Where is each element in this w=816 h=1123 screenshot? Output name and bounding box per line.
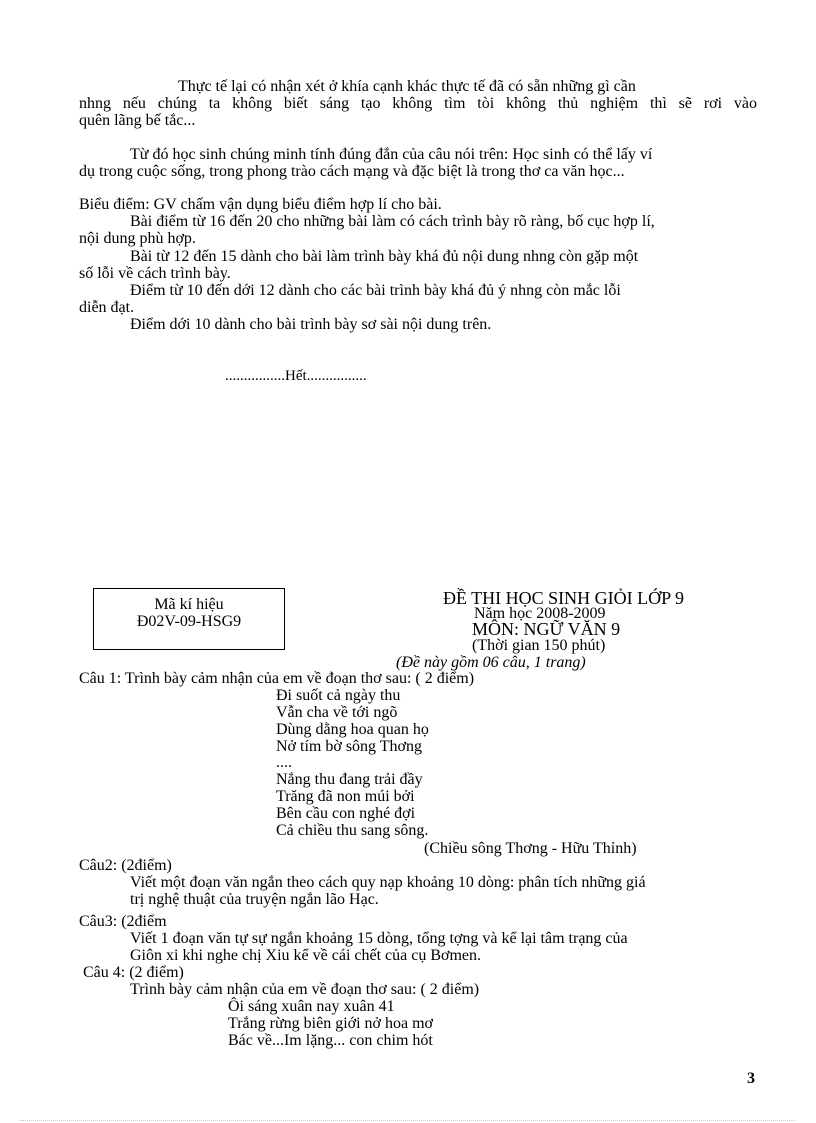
q2-line-1: Viết một đoạn văn ngắn theo cách quy nạp khoảng 10 dòng: phân tích những giá bbox=[130, 874, 646, 891]
q1-prompt: Câu 1: Trình bày cảm nhận của em về đoạn thơ sau: ( 2 điểm) bbox=[79, 670, 475, 687]
exam-title: ĐỀ THI HỌC SINH GIỎI LỚP 9 bbox=[443, 588, 684, 608]
grading-2-line-2: số lỗi về cách trình bày. bbox=[79, 265, 231, 282]
exam-subject: MÔN: NGỮ VĂN 9 bbox=[472, 619, 621, 639]
grading-3-line-1: Điểm từ 10 đến dới 12 dành cho các bài trình bày khá đủ ý nhng còn mắc lỗi bbox=[130, 282, 621, 299]
q3-heading: Câu3: (2điểm bbox=[79, 913, 167, 930]
q4-prompt: Trình bày cảm nhận của em về đoạn thơ sau: ( 2 điểm) bbox=[130, 981, 480, 998]
exam-time: (Thời gian 150 phút) bbox=[472, 637, 606, 654]
q2-heading: Câu2: (2điểm) bbox=[79, 857, 172, 874]
grading-4-line-1: Điểm dới 10 dành cho bài trình bày sơ sài nội dung trên. bbox=[130, 316, 492, 333]
q1-poem-line: Trăng đã non múi bởi bbox=[276, 788, 415, 805]
q4-poem-line: Trắng rừng biên giới nở hoa mơ bbox=[228, 1015, 434, 1032]
page-bottom-border bbox=[20, 1120, 796, 1121]
p1-line-2: nhng nếu chúng ta không biết sáng tạo không tìm tòi không thủ nghiệm thì sẽ rơi vào bbox=[79, 95, 757, 112]
p1-line-3: quên lãng bế tắc... bbox=[79, 112, 196, 129]
q1-poem-line: Bên cầu con nghé đợi bbox=[276, 805, 416, 822]
q2-line-2: trị nghệ thuật của truyện ngắn lão Hạc. bbox=[130, 891, 379, 908]
q1-poem-line: Nắng thu đang trải đầy bbox=[276, 771, 423, 788]
exam-year: Năm học 2008-2009 bbox=[474, 605, 606, 622]
grading-2-line-1: Bài từ 12 đến 15 dành cho bài làm trình bày khá đủ nội dung nhng còn gặp một bbox=[130, 248, 639, 265]
q4-heading: Câu 4: (2 điểm) bbox=[83, 964, 184, 981]
end-marker: ................Hết................ bbox=[225, 368, 367, 384]
exam-note: (Đề này gồm 06 câu, 1 trang) bbox=[396, 654, 586, 671]
q1-poem-line: Nở tím bờ sông Thơng bbox=[276, 738, 422, 755]
q1-poem-line: Cả chiều thu sang sông. bbox=[276, 822, 429, 839]
page-number: 3 bbox=[747, 1070, 755, 1087]
q1-poem-line: .... bbox=[276, 754, 292, 771]
q1-poem-line: Vẫn cha về tới ngõ bbox=[276, 704, 398, 721]
q1-poem-source: (Chiều sông Thơng - Hữu Thỉnh) bbox=[424, 840, 637, 857]
q4-poem-line: Ôi sáng xuân nay xuân 41 bbox=[228, 998, 395, 1015]
code-box bbox=[93, 588, 285, 650]
grading-1-line-2: nội dung phù hợp. bbox=[79, 230, 196, 247]
grading-intro: Biểu điểm: GV chấm vận dụng biểu điểm hợp lí cho bài. bbox=[79, 196, 442, 213]
code-box-code: Đ02V-09-HSG9 bbox=[136, 613, 242, 630]
q4-poem-line: Bác về...Im lặng... con chim hót bbox=[228, 1032, 433, 1049]
p2-line-1: Từ đó học sinh chúng minh tính đúng đắn của câu nói trên: Học sinh có thể lấy ví bbox=[130, 146, 653, 163]
q1-poem-line: Đi suốt cả ngày thu bbox=[276, 687, 401, 704]
q3-line-1: Viết 1 đoạn văn tự sự ngắn khoảng 15 dòng, tổng tợng và kể lại tâm trạng của bbox=[130, 930, 628, 947]
grading-3-line-2: diễn đạt. bbox=[79, 299, 135, 316]
q3-line-2: Giôn xi khi nghe chị Xiu kể về cái chết của cụ Bơmen. bbox=[130, 947, 482, 964]
p2-line-2: dụ trong cuộc sống, trong phong trào cách mạng và đặc biệt là trong thơ ca văn học... bbox=[79, 163, 625, 180]
code-box-label: Mã kí hiệu bbox=[154, 596, 224, 613]
grading-1-line-1: Bài điểm từ 16 đến 20 cho những bài làm có cách trình bày rõ ràng, bố cục hợp lí, bbox=[130, 213, 655, 230]
p1-line-1: Thực tế lại có nhận xét ở khía cạnh khác thực tế đã có sẵn những gì cần bbox=[178, 78, 636, 95]
q1-poem-line: Dùng dằng hoa quan họ bbox=[276, 721, 429, 738]
